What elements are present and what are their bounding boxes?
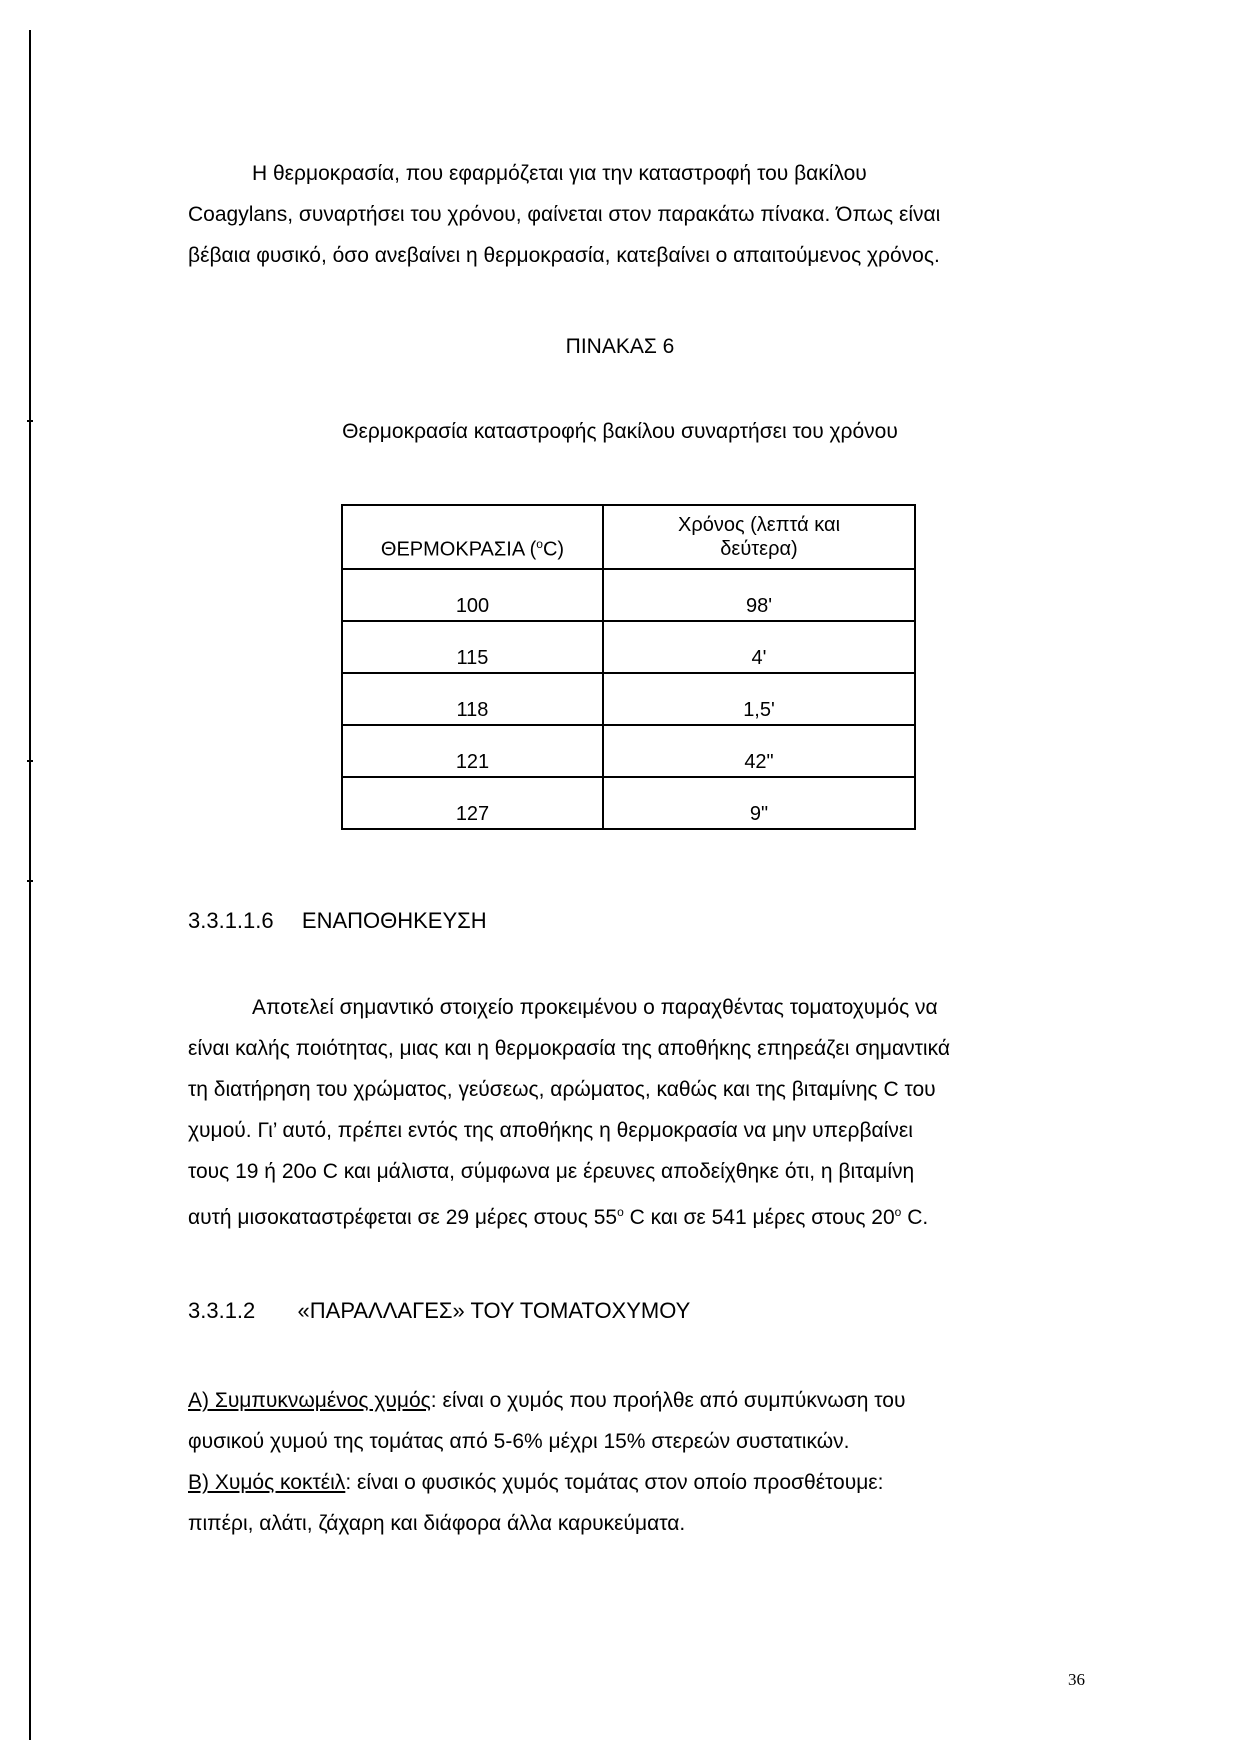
- section-heading-storage: [188, 908, 487, 934]
- cell-temperature: 115: [342, 621, 603, 673]
- table-row: [342, 621, 915, 673]
- cell-time: 1,5': [603, 673, 915, 725]
- intro-line-3: βέβαια φυσικό, όσο ανεβαίνει η θερμοκρασία, κατεβαίνει ο απαιτούμενος χρόνος.: [188, 244, 940, 267]
- item-b-label: Β) Χυμός κοκτέιλ: [188, 1471, 346, 1494]
- temperature-time-table: [341, 504, 916, 830]
- cell-temperature: 121: [342, 725, 603, 777]
- storage-line-2: είναι καλής ποιότητας, μιας και η θερμοκρασία της αποθήκης επηρεάζει σημαντικά: [188, 1037, 950, 1060]
- section-number: 3.3.1.1.6: [188, 908, 274, 933]
- storage-line-3: τη διατήρηση του χρώματος, γεύσεως, αρώματος, καθώς και της βιταμίνης C του: [188, 1078, 936, 1101]
- intro-paragraph: [188, 153, 1093, 276]
- table-title: Θερμοκρασία καταστροφής βακίλου συναρτήσει του χρόνου: [342, 420, 898, 443]
- section-heading-variants: [188, 1298, 690, 1324]
- cell-time: 98': [603, 569, 915, 621]
- storage-line-6: αυτή μισοκαταστρέφεται σε 29 μέρες στους 55$^o$ C και σε 541 μέρες στους 20$^o$ C.: [188, 1205, 929, 1229]
- item-a-line-2: φυσικού χυμού της τομάτας από 5-6% μέχρι 15% στερεών συστατικών.: [188, 1430, 850, 1453]
- item-b-line-2: πιπέρι, αλάτι, ζάχαρη και διάφορα άλλα καρυκεύματα.: [188, 1512, 686, 1535]
- intro-line-1: Η θερμοκρασία, που εφαρμόζεται για την καταστροφή του βακίλου: [252, 162, 867, 185]
- table-header-row: [342, 505, 915, 569]
- table-row: [342, 725, 915, 777]
- left-margin-rule: [29, 30, 31, 1740]
- page-number: 36: [1068, 1670, 1085, 1689]
- storage-line-4: χυμού. Γι’ αυτό, πρέπει εντός της αποθήκης η θερμοκρασία να μην υπερβαίνει: [188, 1119, 913, 1142]
- item-a-line-1: είναι ο χυμός που προήλθε από συμπύκνωση του: [436, 1389, 906, 1412]
- cell-time: 42": [603, 725, 915, 777]
- left-margin-tick: [27, 760, 33, 762]
- variants-paragraph: Α) Συμπυκνωμένος χυμός: είναι ο χυμός που προήλθε από συμπύκνωση του φυσικού χυμού της τομάτας από 5-6% μέχρι 15% στερεών συστατικών. Β) Χυμός κοκτέιλ: είναι ο φυσικός χυμός τομάτας στον οποίο προσθέτουμε: πιπέρι, αλάτι, ζάχαρη και διάφορα άλλα καρυκεύματα.: [188, 1389, 906, 1535]
- table-row: [342, 673, 915, 725]
- storage-paragraph: [188, 987, 1093, 1238]
- section-title: ΕΝΑΠΟΘΗΚΕΥΣΗ: [301, 908, 487, 933]
- section-number: 3.3.1.2: [188, 1298, 256, 1323]
- item-a-label: Α) Συμπυκνωμένος χυμός: [188, 1389, 431, 1412]
- section-title: «ΠΑΡΑΛΛΑΓΕΣ» ΤΟΥ ΤΟΜΑΤΟΧΥΜΟΥ: [297, 1298, 691, 1323]
- left-margin-tick: [27, 880, 33, 882]
- storage-line-1: Αποτελεί σημαντικό στοιχείο προκειμένου ο παραχθέντας τοματοχυμός να: [252, 996, 938, 1019]
- table-row: [342, 777, 915, 829]
- cell-temperature: 100: [342, 569, 603, 621]
- item-b-line-1: είναι ο φυσικός χυμός τομάτας στον οποίο προσθέτουμε:: [351, 1471, 884, 1494]
- cell-temperature: 118: [342, 673, 603, 725]
- storage-line-5: τους 19 ή 20ο C και μάλιστα, σύμφωνα με έρευνες αποδείχθηκε ότι, η βιταμίνη: [188, 1160, 915, 1183]
- table-label: ΠΙΝΑΚΑΣ 6: [565, 335, 675, 358]
- cell-time: 9": [603, 777, 915, 829]
- table-row: [342, 569, 915, 621]
- cell-time: 4': [603, 621, 915, 673]
- header-time: Χρόνος (λεπτά και δεύτερα): [603, 505, 915, 569]
- cell-temperature: 127: [342, 777, 603, 829]
- header-temperature: ΘΕΡΜΟΚΡΑΣΙΑ ($^o$C): [342, 505, 603, 569]
- intro-line-2: Coagylans, συναρτήσει του χρόνου, φαίνεται στον παρακάτω πίνακα. Όπως είναι: [188, 203, 941, 226]
